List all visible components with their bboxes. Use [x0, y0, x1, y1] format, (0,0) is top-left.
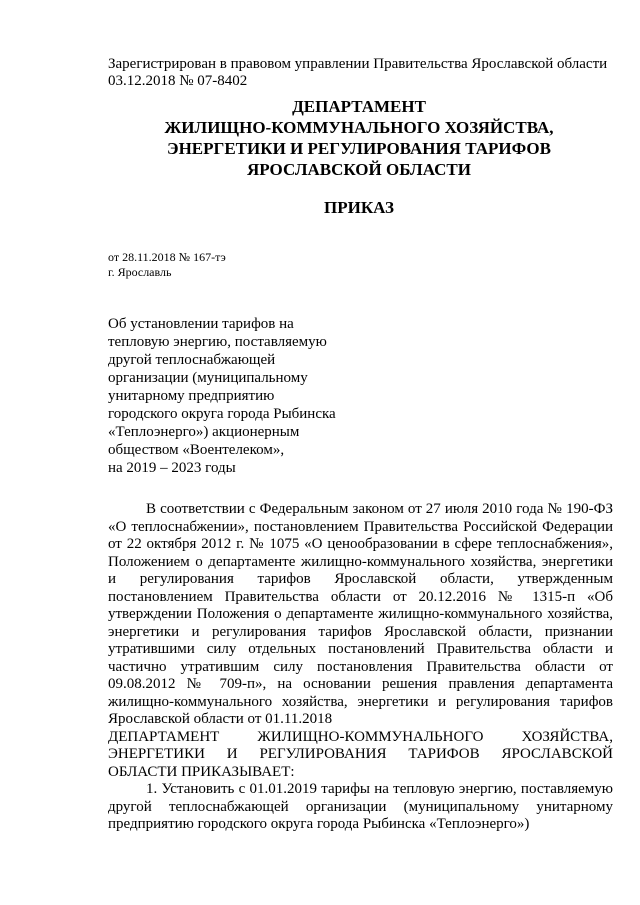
subject-line: тепловую энергию, поставляемую: [108, 334, 327, 350]
orders-paragraph: ДЕПАРТАМЕНТ ЖИЛИЩНО-КОММУНАЛЬНОГО ХОЗЯЙСТВА, ЭНЕРГЕТИКИ И РЕГУЛИРОВАНИЯ ТАРИФОВ ЯРОСЛАВСКОЙ ОБЛАСТИ ПРИКАЗЫВАЕТ:: [108, 728, 613, 780]
order-city: г. Ярославль: [108, 265, 172, 279]
order-subject: [108, 315, 368, 477]
department-line-2: ЖИЛИЩНО-КОММУНАЛЬНОГО ХОЗЯЙСТВА,: [164, 118, 554, 137]
registration-line-1: Зарегистрирован в правовом управлении Правительства Ярославской области: [108, 56, 608, 72]
department-line-4: ЯРОСЛАВСКОЙ ОБЛАСТИ: [247, 160, 471, 179]
subject-line: «Теплоэнерго») акционерным: [108, 424, 300, 440]
subject-line: организации (муниципальному: [108, 370, 308, 386]
registration-line-2: 03.12.2018 № 07-8402: [108, 73, 248, 89]
subject-line: унитарному предприятию: [108, 388, 275, 404]
order-meta: [108, 250, 226, 280]
order-date-number: от 28.11.2018 № 167-тэ: [108, 250, 226, 264]
preamble-paragraph: В соответствии с Федеральным законом от 27 июля 2010 года № 190-ФЗ «О теплоснабжении», постановлением Правительства Российской Федерации от 22 октября 2012 г. № 1075 «О ценообразовании в сфере теплоснабжения», Положением о департаменте жилищно-коммунального хозяйства, энергетики и регулирования тарифов Ярославской области, утвержденным постановлением Правительства области от 20.12.2016 № 1315-п «Об утверждении Положения о департаменте жилищно-коммунального хозяйства, энергетики и регулирования тарифов Ярославской области, признании утратившими силу отдельных постановлений Правительства области и частично утратившим силу постановления Правительства области от 09.08.2012 № 709-п», на основании решения правления департамента жилищно-коммунального хозяйства, энергетики и регулирования тарифов Ярославской области от 01.11.2018: [108, 501, 613, 727]
registration-stamp: [108, 56, 618, 90]
subject-line: обществом «Воентелеком»,: [108, 442, 285, 458]
order-body: [108, 501, 613, 834]
subject-line: на 2019 – 2023 годы: [108, 460, 236, 476]
department-line-3: ЭНЕРГЕТИКИ И РЕГУЛИРОВАНИЯ ТАРИФОВ: [167, 139, 551, 158]
item-1-paragraph: 1. Установить с 01.01.2019 тарифы на тепловую энергию, поставляемую другой теплоснабжающей организации (муниципальному унитарному предприятию городского округа города Рыбинска «Теплоэнерго»): [108, 781, 613, 832]
order-title: ПРИКАЗ: [324, 198, 394, 217]
department-line-1: ДЕПАРТАМЕНТ: [292, 97, 426, 116]
subject-line: городского округа города Рыбинска: [108, 406, 336, 422]
subject-line: другой теплоснабжающей: [108, 352, 276, 368]
department-heading: [100, 96, 618, 180]
subject-line: Об установлении тарифов на: [108, 316, 294, 332]
